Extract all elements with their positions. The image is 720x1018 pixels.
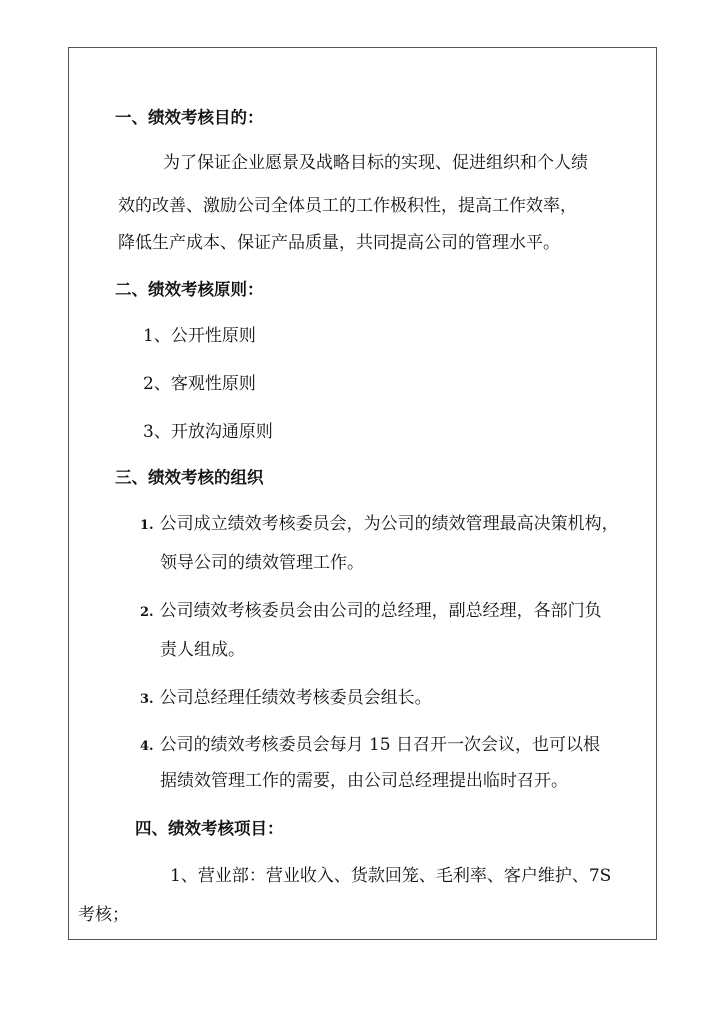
org-item-3-line-1: 公司总经理任绩效考核委员会组长。 (159, 688, 432, 708)
section-2-heading: 二、绩效考核原则： (115, 280, 264, 299)
org-item-1-number: 1. (140, 518, 154, 533)
org-item-3-number: 3. (140, 692, 154, 707)
section-4-heading: 四、绩效考核项目： (135, 819, 284, 838)
org-item-2-number: 2. (140, 605, 154, 620)
org-item-4 (140, 735, 600, 757)
org-item-4-line-1: 公司的绩效考核委员会每月 15 日召开一次会议，也可以根 (159, 735, 601, 755)
section-1-line-2: 效的改善、激励公司全体员工的工作极积性，提高工作效率， (118, 196, 577, 216)
org-item-2-line-2: 责人组成。 (160, 640, 245, 660)
principle-item-1: 1、公开性原则 (143, 326, 256, 346)
section-1-heading: 一、绩效考核目的： (115, 108, 264, 127)
section-1-line-3: 降低生产成本、保证产品质量，共同提高公司的管理水平。 (118, 233, 560, 253)
org-item-2-line-1: 公司绩效考核委员会由公司的总经理，副总经理，各部门负 (159, 601, 602, 621)
project-line-1: 1、营业部：营业收入、货款回笼、毛利率、客户维护、7S (170, 866, 612, 886)
page-frame (68, 47, 657, 940)
org-item-1 (140, 514, 619, 536)
section-1-line-1: 为了保证企业愿景及战略目标的实现、促进组织和个人绩 (163, 153, 588, 173)
principle-item-2: 2、客观性原则 (143, 374, 256, 394)
org-item-1-line-2: 领导公司的绩效管理工作。 (160, 553, 364, 573)
project-line-2: 考核； (78, 905, 129, 925)
org-item-4-number: 4. (140, 739, 154, 754)
org-item-4-line-2: 据绩效管理工作的需要，由公司总经理提出临时召开。 (160, 771, 568, 791)
org-item-2 (140, 601, 602, 623)
section-3-heading: 三、绩效考核的组织 (115, 468, 264, 487)
principle-item-3: 3、开放沟通原则 (143, 422, 273, 442)
org-item-1-line-1: 公司成立绩效考核委员会，为公司的绩效管理最高决策机构， (159, 514, 619, 534)
org-item-3 (140, 688, 432, 710)
